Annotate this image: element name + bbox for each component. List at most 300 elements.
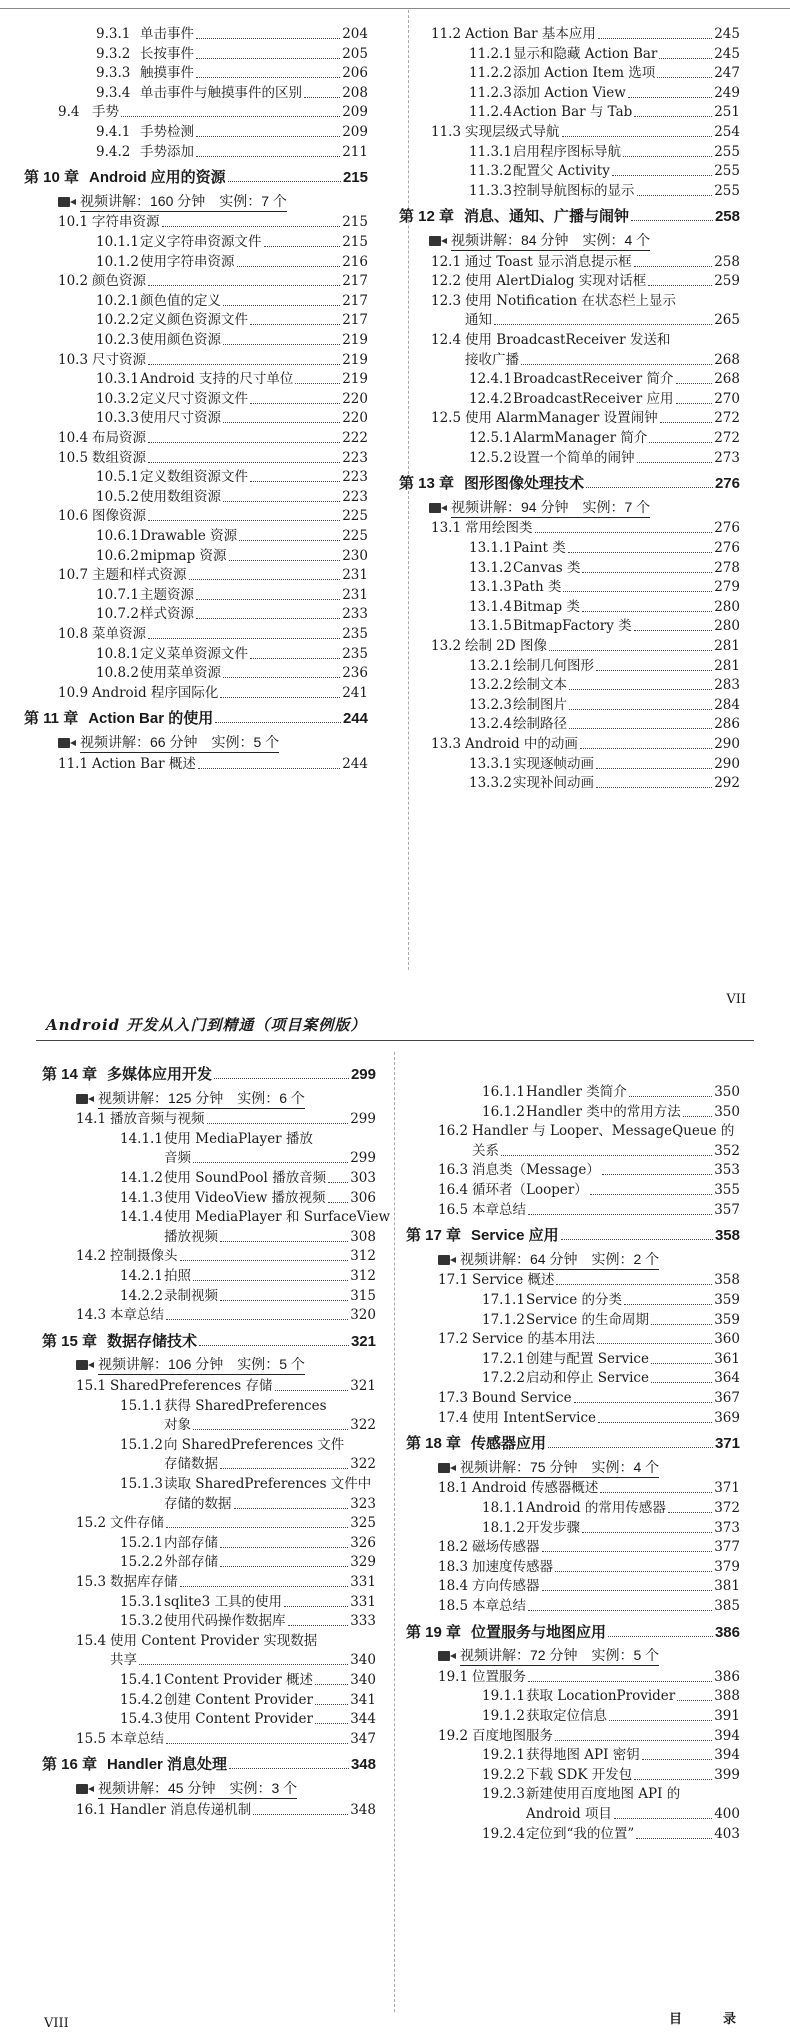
- entry-number: 10.4: [58, 430, 89, 446]
- toc-subsection[interactable]: [120, 1711, 376, 1728]
- entry-number: 18.1.1: [482, 1500, 525, 1516]
- toc-subsection[interactable]: [469, 183, 740, 200]
- entry-number: 10.2: [58, 273, 89, 290]
- dot-leader: [199, 1345, 349, 1346]
- dot-leader: [220, 1566, 348, 1567]
- entry-page: 359: [714, 1311, 740, 1328]
- toc-section[interactable]: [76, 1248, 376, 1265]
- entry-number: 13.3.1: [469, 755, 512, 772]
- toc-section[interactable]: [58, 685, 368, 702]
- entry-number: 9.3.3: [96, 65, 131, 82]
- entry-page: 386: [714, 1623, 740, 1641]
- entry-number: 12.4.1: [469, 371, 512, 388]
- entry-number: 14.3: [76, 1307, 107, 1324]
- toc-section-line1[interactable]: [431, 332, 670, 349]
- toc-section[interactable]: [110, 1652, 376, 1669]
- toc-subsection[interactable]: [164, 1417, 376, 1434]
- entry-number: 13.2.3: [469, 696, 512, 713]
- toc-subsection[interactable]: [482, 1747, 740, 1764]
- toc-chapter[interactable]: [42, 1333, 376, 1350]
- toc-subsection[interactable]: [120, 1288, 376, 1305]
- toc-subsection-line1[interactable]: [120, 1398, 327, 1415]
- toc-subsection[interactable]: [96, 646, 368, 663]
- toc-section[interactable]: [431, 520, 740, 537]
- toc-column-left: [0, 1010, 390, 2010]
- dot-leader: [608, 1636, 713, 1637]
- entry-title: 创建与配置 Service: [526, 1350, 649, 1367]
- entry-page: 236: [342, 665, 368, 682]
- toc-section[interactable]: [58, 104, 368, 121]
- toc-subsection[interactable]: [482, 1500, 740, 1517]
- entry-number: 9.3.2: [96, 45, 131, 62]
- entry-title: 配置父 Activity: [513, 163, 610, 180]
- entry-title: Android 的常用传感器: [526, 1500, 666, 1516]
- toc-section[interactable]: [465, 312, 740, 329]
- dot-leader: [569, 689, 712, 690]
- entry-title: 主题和样式资源: [92, 567, 187, 584]
- toc-section[interactable]: [58, 430, 368, 447]
- toc-subsection[interactable]: [96, 528, 368, 545]
- entry-title: 获取 LocationProvider: [526, 1688, 676, 1705]
- video-info-text: 视频讲解：75 分钟 实例：4 个: [460, 1458, 659, 1478]
- dot-leader: [180, 1586, 349, 1587]
- entry-page: 209: [342, 104, 368, 121]
- entry-number: 15.2: [76, 1515, 107, 1532]
- dot-leader: [250, 324, 340, 325]
- toc-subsection[interactable]: [469, 579, 740, 596]
- toc-subsection[interactable]: [96, 144, 368, 161]
- toc-subsection[interactable]: [120, 1554, 376, 1571]
- toc-subsection[interactable]: [96, 85, 368, 102]
- toc-subsection[interactable]: [120, 1672, 376, 1689]
- toc-subsection[interactable]: [482, 1708, 740, 1725]
- toc-chapter[interactable]: [42, 1066, 376, 1083]
- toc-section[interactable]: [465, 352, 740, 369]
- entry-title: Service 的基本用法: [472, 1331, 595, 1348]
- entry-title: Android 支持的尺寸单位: [140, 371, 294, 388]
- entry-title: 本章总结: [110, 1307, 164, 1324]
- entry-number: 10.6.1: [96, 528, 139, 544]
- toc-chapter[interactable]: [406, 1624, 740, 1641]
- toc-subsection[interactable]: [120, 1613, 376, 1630]
- dot-leader: [542, 1590, 713, 1591]
- dot-leader: [676, 383, 713, 384]
- dot-leader: [651, 1382, 712, 1383]
- dot-leader: [556, 1284, 712, 1285]
- toc-chapter[interactable]: [24, 169, 368, 186]
- entry-title: 使用尺寸资源: [140, 410, 221, 427]
- dot-leader: [196, 77, 340, 78]
- toc-chapter[interactable]: [406, 1435, 740, 1452]
- entry-title: Service 的分类: [526, 1292, 622, 1308]
- toc-chapter[interactable]: [399, 208, 740, 225]
- toc-subsection[interactable]: [482, 1688, 740, 1705]
- toc-subsection[interactable]: [469, 716, 740, 733]
- entry-title: 消息类（Message）: [472, 1162, 600, 1179]
- entry-page: 326: [350, 1534, 376, 1551]
- entry-number: 13.1.2: [469, 559, 512, 576]
- entry-title: 实现层级式导航: [465, 124, 560, 140]
- entry-title: Service 应用: [471, 1227, 559, 1245]
- toc-subsection[interactable]: [469, 430, 740, 447]
- toc-section[interactable]: [58, 450, 368, 467]
- entry-title: 创建 Content Provider: [164, 1691, 313, 1708]
- entry-title: 绘制路径: [513, 716, 567, 733]
- toc-subsection[interactable]: [469, 697, 740, 714]
- toc-column-right: [390, 1010, 790, 2010]
- entry-number: 第 17 章: [406, 1227, 462, 1245]
- entry-page: 353: [714, 1162, 740, 1179]
- toc-section[interactable]: [431, 410, 740, 427]
- entry-title: 多媒体应用开发: [107, 1066, 213, 1083]
- toc-subsection-line1[interactable]: [120, 1209, 390, 1226]
- toc-section[interactable]: [431, 273, 740, 290]
- toc-subsection-line1[interactable]: [120, 1131, 313, 1148]
- toc-subsection[interactable]: [469, 618, 740, 635]
- toc-subsection-line1[interactable]: [120, 1437, 344, 1454]
- toc-section-line1[interactable]: [76, 1633, 317, 1650]
- dot-leader: [139, 1664, 348, 1665]
- entry-page: 217: [342, 292, 368, 309]
- toc-subsection-line1[interactable]: [482, 1786, 680, 1803]
- toc-subsection[interactable]: [482, 1370, 740, 1387]
- entry-title: Android 中的动画: [465, 736, 578, 752]
- entry-number: 18.1.2: [482, 1519, 525, 1536]
- toc-section[interactable]: [76, 1574, 376, 1591]
- entry-page: 281: [714, 638, 740, 654]
- entry-number: 10.9: [58, 684, 89, 701]
- toc-section[interactable]: [438, 1331, 740, 1348]
- entry-title: 使用数组资源: [140, 488, 221, 505]
- toc-subsection[interactable]: [469, 104, 740, 121]
- toc-section[interactable]: [438, 1390, 740, 1407]
- toc-subsection[interactable]: [469, 450, 740, 467]
- entry-title: 录制视频: [164, 1287, 218, 1304]
- toc-chapter[interactable]: [406, 1227, 740, 1244]
- toc-section[interactable]: [58, 756, 368, 773]
- dot-leader: [196, 156, 340, 157]
- dot-leader: [193, 1162, 348, 1163]
- entry-page: 385: [714, 1598, 740, 1614]
- toc-subsection[interactable]: [96, 410, 368, 427]
- entry-number: 18.2: [438, 1539, 469, 1556]
- entry-number: 15.2.2: [120, 1554, 163, 1571]
- entry-number: 17.2: [438, 1331, 469, 1348]
- toc-subsection[interactable]: [469, 371, 740, 388]
- toc-subsection[interactable]: [469, 144, 740, 161]
- toc-section[interactable]: [438, 1162, 740, 1179]
- toc-subsection[interactable]: [469, 775, 740, 792]
- entry-title: 单击事件与触摸事件的区别: [140, 84, 302, 101]
- entry-page: 321: [350, 1332, 376, 1350]
- toc-subsection[interactable]: [96, 391, 368, 408]
- entry-number: 13.2.2: [469, 677, 512, 694]
- toc-subsection[interactable]: [164, 1229, 376, 1246]
- dot-leader: [651, 1324, 712, 1325]
- entry-page: 276: [714, 475, 740, 493]
- entry-title: 尺寸资源: [92, 351, 146, 368]
- toc-section[interactable]: [76, 1731, 376, 1748]
- video-info: [438, 1458, 659, 1478]
- toc-section[interactable]: [438, 1669, 740, 1686]
- toc-subsection[interactable]: [96, 469, 368, 486]
- dot-leader: [215, 722, 341, 723]
- toc-section[interactable]: [438, 1480, 740, 1497]
- entry-page: 322: [350, 1456, 376, 1473]
- toc-subsection[interactable]: [96, 234, 368, 251]
- entry-number: 12.3: [431, 292, 462, 309]
- toc-subsection[interactable]: [96, 124, 368, 141]
- entry-number: 19.2.1: [482, 1747, 525, 1764]
- toc-subsection[interactable]: [96, 587, 368, 604]
- entry-page: 388: [714, 1688, 740, 1705]
- entry-page: 254: [714, 124, 740, 140]
- toc-section[interactable]: [58, 626, 368, 643]
- toc-subsection[interactable]: [469, 599, 740, 616]
- toc-subsection[interactable]: [482, 1520, 740, 1537]
- entry-number: 13.1.1: [469, 540, 512, 556]
- toc-subsection[interactable]: [96, 371, 368, 388]
- entry-page: 223: [342, 449, 368, 466]
- entry-title: Path 类: [513, 579, 562, 596]
- entry-title: Action Bar 的使用: [88, 710, 214, 728]
- entry-page: 358: [714, 1272, 740, 1289]
- toc-section-line1[interactable]: [438, 1123, 734, 1140]
- entry-page: 211: [342, 143, 368, 160]
- entry-number: 12.5.1: [469, 430, 512, 446]
- entry-number: 19.2.2: [482, 1766, 525, 1783]
- toc-subsection[interactable]: [120, 1692, 376, 1709]
- entry-title: 使用 Content Provider 实现数据: [110, 1632, 318, 1649]
- toc-subsection[interactable]: [120, 1535, 376, 1552]
- dot-leader: [586, 487, 713, 488]
- entry-number: 15.4.3: [120, 1711, 163, 1728]
- entry-title: 使用 MediaPlayer 和 SurfaceView: [164, 1209, 391, 1226]
- toc-subsection[interactable]: [96, 606, 368, 623]
- toc-subsection[interactable]: [96, 312, 368, 329]
- entry-title: 手势检测: [140, 124, 194, 140]
- toc-subsection-line1[interactable]: [120, 1476, 371, 1493]
- toc-section[interactable]: [58, 567, 368, 584]
- dot-leader: [207, 1123, 349, 1124]
- toc-section[interactable]: [438, 1598, 740, 1615]
- entry-title: 通知: [465, 312, 492, 329]
- toc-section[interactable]: [438, 1539, 740, 1556]
- toc-section[interactable]: [58, 352, 368, 369]
- dot-leader: [162, 226, 341, 227]
- entry-number: 19.1.1: [482, 1688, 525, 1705]
- entry-title: 加速度传感器: [472, 1558, 553, 1575]
- toc-subsection[interactable]: [469, 46, 740, 63]
- entry-title: 使用 AlertDialog 实现对话框: [465, 273, 647, 290]
- dot-leader: [542, 1551, 713, 1552]
- entry-number: 13.1.3: [469, 579, 512, 596]
- entry-number: 15.4.1: [120, 1672, 163, 1688]
- toc-section[interactable]: [76, 1307, 376, 1324]
- toc-section[interactable]: [76, 1515, 376, 1532]
- toc-subsection[interactable]: [164, 1150, 376, 1167]
- entry-page: 281: [714, 657, 740, 674]
- entry-page: 249: [714, 84, 740, 101]
- dot-leader: [569, 728, 712, 729]
- entry-number: 17.4: [438, 1409, 469, 1426]
- dot-leader: [597, 1343, 712, 1344]
- entry-page: 391: [714, 1708, 740, 1724]
- toc-subsection[interactable]: [469, 65, 740, 82]
- toc-subsection[interactable]: [120, 1594, 376, 1611]
- toc-subsection[interactable]: [469, 540, 740, 557]
- toc-subsection[interactable]: [469, 163, 740, 180]
- dot-leader: [223, 422, 340, 423]
- entry-page: 371: [714, 1435, 740, 1453]
- entry-page: 225: [342, 528, 368, 544]
- entry-title: 定义字符串资源文件: [140, 234, 262, 250]
- entry-number: 15.1: [76, 1378, 107, 1394]
- toc-section[interactable]: [438, 1578, 740, 1595]
- toc-subsection[interactable]: [469, 658, 740, 675]
- toc-section[interactable]: [438, 1728, 740, 1745]
- toc-section[interactable]: [431, 736, 740, 753]
- toc-subsection[interactable]: [96, 665, 368, 682]
- toc-subsection[interactable]: [96, 548, 368, 565]
- toc-subsection[interactable]: [96, 26, 368, 43]
- dot-leader: [623, 156, 712, 157]
- toc-subsection[interactable]: [120, 1190, 376, 1207]
- dot-leader: [528, 1681, 712, 1682]
- entry-page: 272: [714, 430, 740, 446]
- entry-number: 16.1: [76, 1801, 107, 1818]
- toc-section-line1[interactable]: [431, 293, 676, 310]
- entry-title: 使用 Notification 在状态栏上显示: [465, 292, 676, 309]
- entry-number: 9.3.1: [96, 26, 131, 42]
- toc-subsection[interactable]: [469, 560, 740, 577]
- entry-page: 204: [342, 26, 368, 42]
- entry-number: 10.5: [58, 449, 89, 466]
- toc-subsection[interactable]: [482, 1826, 740, 1843]
- entry-number: 15.3: [76, 1574, 107, 1590]
- entry-number: 13.2.4: [469, 716, 512, 733]
- toc-section[interactable]: [472, 1143, 740, 1160]
- entry-page: 268: [714, 371, 740, 388]
- toc-section[interactable]: [438, 1559, 740, 1576]
- entry-page: 315: [350, 1287, 376, 1304]
- toc-section[interactable]: [438, 1410, 740, 1427]
- entry-page: 303: [350, 1170, 376, 1186]
- video-camera-icon: [76, 1093, 94, 1105]
- toc-chapter[interactable]: [42, 1756, 376, 1773]
- entry-page: 394: [714, 1747, 740, 1764]
- toc-section[interactable]: [76, 1378, 376, 1395]
- toc-subsection[interactable]: [482, 1351, 740, 1368]
- entry-number: 10.1: [58, 214, 89, 231]
- toc-subsection[interactable]: [120, 1268, 376, 1285]
- video-info-text: 视频讲解：66 分钟 实例：5 个: [80, 733, 279, 753]
- entry-page: 331: [350, 1593, 376, 1610]
- entry-page: 367: [714, 1390, 740, 1406]
- toc-subsection[interactable]: [164, 1496, 376, 1513]
- toc-subsection[interactable]: [469, 391, 740, 408]
- video-info: [76, 1089, 305, 1109]
- entry-page: 241: [342, 684, 368, 701]
- entry-page: 286: [714, 716, 740, 733]
- entry-number: 10.2.1: [96, 292, 139, 309]
- entry-number: 14.2: [76, 1248, 107, 1265]
- entry-title: 接收广播: [465, 351, 519, 368]
- toc-section[interactable]: [58, 214, 368, 231]
- dot-leader: [634, 116, 712, 117]
- entry-title: AlarmManager 简介: [513, 430, 648, 446]
- toc-section[interactable]: [438, 1182, 740, 1199]
- entry-page: 215: [342, 169, 368, 187]
- toc-subsection[interactable]: [120, 1170, 376, 1187]
- dot-leader: [328, 1182, 348, 1183]
- toc-subsection[interactable]: [164, 1456, 376, 1473]
- entry-title: Handler 类中的常用方法: [526, 1103, 681, 1120]
- dot-leader: [501, 1155, 712, 1156]
- toc-subsection[interactable]: [96, 65, 368, 82]
- dot-leader: [304, 97, 340, 98]
- toc-subsection[interactable]: [482, 1084, 740, 1101]
- toc-section[interactable]: [58, 508, 368, 525]
- dot-leader: [568, 552, 712, 553]
- toc-subsection[interactable]: [482, 1292, 740, 1309]
- entry-title: 定义颜色资源文件: [140, 312, 248, 329]
- toc-subsection[interactable]: [469, 85, 740, 102]
- toc-subsection[interactable]: [469, 677, 740, 694]
- video-info: [438, 1250, 659, 1270]
- dot-leader: [234, 1508, 349, 1509]
- dot-leader: [624, 1304, 712, 1305]
- toc-section[interactable]: [438, 1202, 740, 1219]
- toc-section[interactable]: [431, 124, 740, 141]
- entry-page: 279: [714, 579, 740, 596]
- toc-subsection[interactable]: [482, 1312, 740, 1329]
- entry-number: 19.1: [438, 1668, 469, 1685]
- dot-leader: [214, 1078, 349, 1079]
- toc-section[interactable]: [438, 1272, 740, 1289]
- entry-title: 启动和停止 Service: [526, 1370, 649, 1387]
- entry-title: 获得 SharedPreferences: [164, 1397, 327, 1414]
- entry-number: 14.2.2: [120, 1287, 163, 1304]
- toc-chapter[interactable]: [399, 475, 740, 492]
- toc-subsection[interactable]: [526, 1806, 740, 1823]
- video-camera-icon: [438, 1462, 456, 1474]
- entry-page: 225: [342, 508, 368, 525]
- dot-leader: [528, 1214, 712, 1215]
- toc-section[interactable]: [431, 638, 740, 655]
- toc-subsection[interactable]: [96, 489, 368, 506]
- toc-subsection[interactable]: [96, 293, 368, 310]
- entry-page: 364: [714, 1370, 740, 1387]
- entry-number: 11.3.2: [469, 163, 512, 180]
- toc-subsection[interactable]: [482, 1767, 740, 1784]
- toc-chapter[interactable]: [24, 710, 368, 727]
- entry-number: 16.1.2: [482, 1103, 525, 1120]
- dot-leader: [239, 540, 340, 541]
- toc-section[interactable]: [76, 1111, 376, 1128]
- toc-section[interactable]: [76, 1802, 376, 1819]
- toc-section[interactable]: [58, 273, 368, 290]
- entry-title: 布局资源: [92, 430, 146, 446]
- toc-subsection[interactable]: [96, 332, 368, 349]
- entry-title: Action Bar 概述: [92, 755, 196, 772]
- toc-section[interactable]: [431, 254, 740, 271]
- toc-section[interactable]: [431, 26, 740, 43]
- toc-subsection[interactable]: [469, 756, 740, 773]
- toc-subsection[interactable]: [96, 46, 368, 63]
- toc-subsection[interactable]: [96, 254, 368, 271]
- toc-subsection[interactable]: [482, 1104, 740, 1121]
